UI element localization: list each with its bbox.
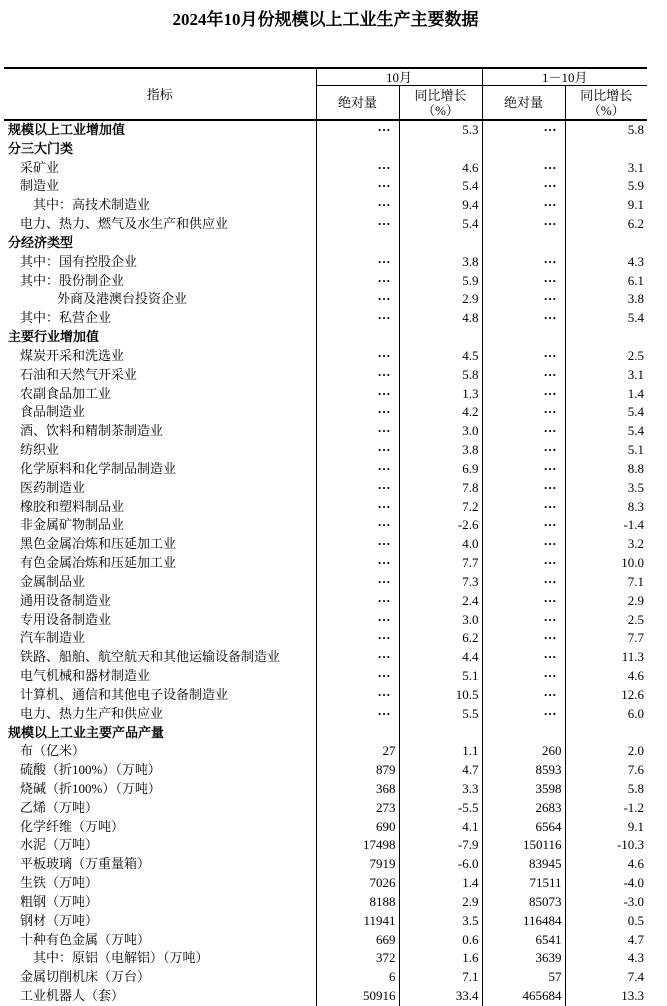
row-label: 钢材（万吨） (20, 912, 99, 928)
cum-yoy-value: -10.3 (565, 836, 647, 855)
oct-yoy-value: 4.0 (399, 535, 482, 554)
table-row (4, 874, 647, 893)
row-label: 计算机、通信和其他电子设备制造业 (20, 686, 229, 702)
cum-yoy-value (565, 328, 647, 347)
table-row (4, 611, 647, 630)
cum-yoy-value: 0.5 (565, 912, 647, 931)
oct-yoy-value: 5.8 (399, 366, 482, 385)
cum-yoy-value: 4.3 (565, 253, 647, 272)
row-label: 其中：原铝（电解铝）（万吨） (33, 950, 209, 966)
table-body (4, 120, 647, 1006)
indicator-col-header: 指标 (4, 68, 316, 120)
oct-yoy-value: -5.5 (399, 799, 482, 818)
industrial-data-table (4, 67, 647, 1006)
cum-absolute-header: 绝对量 (482, 86, 565, 121)
cum-absolute-value: 3598 (482, 780, 565, 799)
cum-yoy-value: 5.8 (565, 120, 647, 140)
cum-absolute-value: ··· (482, 611, 565, 630)
row-label: 其中：私营企业 (20, 310, 112, 326)
cum-yoy-value: 5.4 (565, 422, 647, 441)
oct-yoy-value: 4.4 (399, 648, 482, 667)
row-label: 生铁（万吨） (20, 875, 99, 891)
cum-absolute-value: ··· (482, 159, 565, 178)
table-row (4, 799, 647, 818)
oct-absolute-value: 7919 (316, 855, 399, 874)
oct-yoy-value: 10.5 (399, 686, 482, 705)
cum-absolute-value: ··· (482, 366, 565, 385)
table-row (4, 818, 647, 837)
cum-absolute-value: 260 (482, 742, 565, 761)
table-row (4, 215, 647, 234)
cum-yoy-value: 6.2 (565, 215, 647, 234)
oct-absolute-header: 绝对量 (316, 86, 399, 121)
oct-absolute-value: ··· (316, 686, 399, 705)
row-label: 分经济类型 (8, 234, 74, 250)
row-label: 粗钢（万吨） (20, 893, 99, 909)
table-row (4, 667, 647, 686)
oct-absolute-value: 27 (316, 742, 399, 761)
cum-yoy-value: 5.8 (565, 780, 647, 799)
cum-absolute-value: ··· (482, 516, 565, 535)
row-label: 金属切削机床（万台） (20, 969, 151, 985)
row-label: 电力、热力生产和供应业 (20, 705, 164, 721)
oct-yoy-value: 4.7 (399, 761, 482, 780)
cum-yoy-value: 4.3 (565, 949, 647, 968)
row-label: 食品制造业 (20, 404, 86, 420)
oct-yoy-value: 1.4 (399, 874, 482, 893)
oct-absolute-value: 11941 (316, 912, 399, 931)
cum-absolute-value (482, 328, 565, 347)
cum-absolute-value: ··· (482, 629, 565, 648)
row-label: 其中：股份制企业 (20, 272, 125, 288)
cum-yoy-header-line1: 同比增长 (580, 87, 633, 103)
row-label: 十种有色金属（万吨） (20, 931, 151, 947)
oct-absolute-value: ··· (316, 573, 399, 592)
oct-yoy-value: 33.4 (399, 987, 482, 1006)
oct-yoy-value: 1.3 (399, 385, 482, 404)
table-row (4, 253, 647, 272)
oct-absolute-value: ··· (316, 592, 399, 611)
cum-absolute-value: ··· (482, 592, 565, 611)
oct-yoy-value: 7.1 (399, 968, 482, 987)
oct-absolute-value: ··· (316, 516, 399, 535)
oct-absolute-value: ··· (316, 215, 399, 234)
row-label: 分三大门类 (8, 140, 74, 156)
table-row (4, 385, 647, 404)
cum-absolute-value: 6541 (482, 931, 565, 950)
row-label: 平板玻璃（万重量箱） (20, 856, 151, 872)
oct-yoy-value: 4.8 (399, 309, 482, 328)
october-group-header: 10月 (316, 68, 482, 86)
oct-absolute-value: ··· (316, 177, 399, 196)
cum-yoy-value: 5.9 (565, 177, 647, 196)
row-label: 工业机器人（套） (20, 988, 125, 1004)
cum-absolute-value: 2683 (482, 799, 565, 818)
cum-yoy-value: 2.0 (565, 742, 647, 761)
page-title: 2024年10月份规模以上工业生产主要数据 (172, 10, 479, 29)
table-row (4, 177, 647, 196)
cum-yoy-value: 3.1 (565, 366, 647, 385)
oct-absolute-value: ··· (316, 705, 399, 724)
cum-yoy-value (565, 724, 647, 743)
table-row (4, 460, 647, 479)
header-group-row (4, 68, 647, 86)
cum-yoy-value: 7.1 (565, 573, 647, 592)
oct-absolute-value: 8188 (316, 893, 399, 912)
table-row (4, 949, 647, 968)
table-row (4, 328, 647, 347)
cum-yoy-value: 3.8 (565, 290, 647, 309)
oct-yoy-value: 3.8 (399, 253, 482, 272)
oct-yoy-value: 5.4 (399, 177, 482, 196)
oct-yoy-value: 4.2 (399, 403, 482, 422)
oct-yoy-value: 4.6 (399, 159, 482, 178)
table-row (4, 931, 647, 950)
oct-absolute-value (316, 234, 399, 253)
cum-yoy-header-line2: （%） (587, 102, 625, 118)
cum-absolute-value: 465684 (482, 987, 565, 1006)
cum-yoy-value: 6.0 (565, 705, 647, 724)
oct-yoy-value: 2.9 (399, 893, 482, 912)
row-label: 水泥（万吨） (20, 837, 99, 853)
oct-yoy-value: 5.5 (399, 705, 482, 724)
table-row (4, 987, 647, 1006)
table-row (4, 140, 647, 159)
jan-oct-group-header: 1－10月 (482, 68, 647, 86)
oct-yoy-value: 0.6 (399, 931, 482, 950)
cum-absolute-value: ··· (482, 253, 565, 272)
oct-yoy-value (399, 724, 482, 743)
row-label: 煤炭开采和洗选业 (20, 347, 125, 363)
oct-absolute-value: ··· (316, 403, 399, 422)
oct-absolute-value: 273 (316, 799, 399, 818)
oct-absolute-value: ··· (316, 366, 399, 385)
cum-absolute-value: 150116 (482, 836, 565, 855)
oct-absolute-value: ··· (316, 253, 399, 272)
row-label: 乙烯（万吨） (20, 799, 99, 815)
cum-absolute-value: ··· (482, 686, 565, 705)
cum-absolute-value: ··· (482, 705, 565, 724)
cum-absolute-value: ··· (482, 535, 565, 554)
cum-absolute-value: ··· (482, 177, 565, 196)
table-row (4, 366, 647, 385)
row-label: 制造业 (20, 178, 60, 194)
oct-absolute-value (316, 328, 399, 347)
oct-yoy-value: 7.7 (399, 554, 482, 573)
cum-yoy-value: 8.8 (565, 460, 647, 479)
table-row (4, 441, 647, 460)
oct-absolute-value: 17498 (316, 836, 399, 855)
oct-absolute-value: ··· (316, 611, 399, 630)
cum-absolute-value: ··· (482, 290, 565, 309)
oct-absolute-value: ··· (316, 120, 399, 140)
cum-absolute-value (482, 724, 565, 743)
cum-absolute-value: ··· (482, 573, 565, 592)
cum-yoy-value: 9.1 (565, 818, 647, 837)
cum-absolute-value: ··· (482, 120, 565, 140)
oct-absolute-value: 879 (316, 761, 399, 780)
cum-yoy-value: 13.3 (565, 987, 647, 1006)
table-row (4, 629, 647, 648)
table-row (4, 836, 647, 855)
cum-yoy-value: 5.4 (565, 403, 647, 422)
table-row (4, 290, 647, 309)
oct-absolute-value: ··· (316, 347, 399, 366)
oct-absolute-value: 6 (316, 968, 399, 987)
cum-yoy-value: 12.6 (565, 686, 647, 705)
oct-absolute-value: 372 (316, 949, 399, 968)
row-label: 电力、热力、燃气及水生产和供应业 (20, 216, 229, 232)
cum-yoy-value: 7.6 (565, 761, 647, 780)
cum-absolute-value: ··· (482, 460, 565, 479)
table-row (4, 535, 647, 554)
row-label: 专用设备制造业 (20, 611, 112, 627)
oct-yoy-value: 7.8 (399, 479, 482, 498)
oct-yoy-value: 7.3 (399, 573, 482, 592)
table-header (4, 68, 647, 120)
oct-yoy-value (399, 234, 482, 253)
cum-absolute-value: ··· (482, 667, 565, 686)
row-label: 石油和天然气开采业 (20, 366, 138, 382)
cum-absolute-value: 8593 (482, 761, 565, 780)
table-row (4, 780, 647, 799)
cum-yoy-value: 9.1 (565, 196, 647, 215)
oct-yoy-value: 9.4 (399, 196, 482, 215)
oct-absolute-value: ··· (316, 498, 399, 517)
table-row (4, 309, 647, 328)
row-label: 农副食品加工业 (20, 385, 112, 401)
cum-yoy-value: 5.4 (565, 309, 647, 328)
oct-yoy-header-line2: （%） (422, 102, 459, 118)
cum-absolute-value (482, 234, 565, 253)
row-label: 有色金属冶炼和压延加工业 (20, 555, 177, 571)
oct-absolute-value: ··· (316, 385, 399, 404)
table-row (4, 705, 647, 724)
row-label: 金属制品业 (20, 573, 86, 589)
oct-absolute-value: ··· (316, 159, 399, 178)
oct-yoy-header (399, 86, 482, 121)
table-row (4, 234, 647, 253)
oct-yoy-value: 6.2 (399, 629, 482, 648)
oct-absolute-value: ··· (316, 667, 399, 686)
row-label: 黑色金属冶炼和压延加工业 (20, 536, 177, 552)
cum-absolute-value: ··· (482, 441, 565, 460)
cum-yoy-value: 7.7 (565, 629, 647, 648)
table-row (4, 855, 647, 874)
oct-yoy-value: -6.0 (399, 855, 482, 874)
oct-yoy-value: 7.2 (399, 498, 482, 517)
cum-yoy-value: 3.5 (565, 479, 647, 498)
oct-yoy-value: 2.9 (399, 290, 482, 309)
cum-absolute-value: ··· (482, 215, 565, 234)
oct-absolute-value: ··· (316, 422, 399, 441)
oct-absolute-value: 7026 (316, 874, 399, 893)
oct-absolute-value: 669 (316, 931, 399, 950)
cum-yoy-value: 2.5 (565, 347, 647, 366)
row-label: 汽车制造业 (20, 630, 86, 646)
oct-yoy-value: 5.4 (399, 215, 482, 234)
oct-yoy-value: 4.1 (399, 818, 482, 837)
row-label: 外商及港澳台投资企业 (57, 291, 188, 307)
table-row (4, 968, 647, 987)
oct-yoy-value: 1.1 (399, 742, 482, 761)
table-row (4, 592, 647, 611)
table-row (4, 893, 647, 912)
cum-yoy-value: 10.0 (565, 554, 647, 573)
cum-absolute-value: ··· (482, 196, 565, 215)
table-row (4, 120, 647, 140)
row-label: 医药制造业 (20, 479, 86, 495)
cum-absolute-value: ··· (482, 422, 565, 441)
oct-yoy-value: 3.0 (399, 422, 482, 441)
cum-absolute-value: 6564 (482, 818, 565, 837)
row-label: 布（亿米） (20, 743, 86, 759)
oct-yoy-value: -7.9 (399, 836, 482, 855)
cum-yoy-value: -1.4 (565, 516, 647, 535)
cum-absolute-value: ··· (482, 385, 565, 404)
oct-absolute-value (316, 724, 399, 743)
oct-absolute-value: ··· (316, 479, 399, 498)
row-label: 规模以上工业主要产品产量 (8, 724, 165, 740)
row-label: 纺织业 (20, 442, 60, 458)
cum-absolute-value: 3639 (482, 949, 565, 968)
oct-absolute-value: ··· (316, 441, 399, 460)
table-row (4, 554, 647, 573)
oct-yoy-value: 6.9 (399, 460, 482, 479)
row-label: 主要行业增加值 (8, 329, 100, 345)
row-label: 化学纤维（万吨） (20, 818, 125, 834)
cum-yoy-value: 3.1 (565, 159, 647, 178)
cum-absolute-value: 85073 (482, 893, 565, 912)
table-row (4, 422, 647, 441)
oct-absolute-value: ··· (316, 535, 399, 554)
cum-yoy-header (565, 86, 647, 121)
oct-absolute-value: 368 (316, 780, 399, 799)
cum-yoy-value: 1.4 (565, 385, 647, 404)
cum-absolute-value: 57 (482, 968, 565, 987)
oct-absolute-value: ··· (316, 648, 399, 667)
cum-yoy-value: 4.6 (565, 855, 647, 874)
row-label: 化学原料和化学制品制造业 (20, 460, 177, 476)
cum-yoy-value: 7.4 (565, 968, 647, 987)
cum-absolute-value: 116484 (482, 912, 565, 931)
oct-yoy-value: 4.5 (399, 347, 482, 366)
cum-yoy-value: 4.6 (565, 667, 647, 686)
oct-yoy-value: 3.8 (399, 441, 482, 460)
table-row (4, 479, 647, 498)
oct-absolute-value: ··· (316, 554, 399, 573)
oct-yoy-value (399, 328, 482, 347)
cum-yoy-value (565, 234, 647, 253)
oct-absolute-value: 50916 (316, 987, 399, 1006)
cum-absolute-value (482, 140, 565, 159)
cum-absolute-value: ··· (482, 498, 565, 517)
row-label: 规模以上工业增加值 (8, 122, 126, 137)
table-row (4, 912, 647, 931)
oct-yoy-header-line1: 同比增长 (414, 87, 467, 103)
oct-yoy-value: 3.5 (399, 912, 482, 931)
cum-absolute-value: ··· (482, 309, 565, 328)
cum-yoy-value: 2.9 (565, 592, 647, 611)
oct-yoy-value: -2.6 (399, 516, 482, 535)
cum-yoy-value: -1.2 (565, 799, 647, 818)
row-label: 其中：高技术制造业 (33, 197, 151, 213)
oct-yoy-value: 3.0 (399, 611, 482, 630)
cum-absolute-value: ··· (482, 554, 565, 573)
table-row (4, 724, 647, 743)
oct-absolute-value: ··· (316, 309, 399, 328)
table-row (4, 648, 647, 667)
oct-yoy-value: 5.3 (399, 120, 482, 140)
oct-yoy-value: 3.3 (399, 780, 482, 799)
oct-absolute-value (316, 140, 399, 159)
cum-absolute-value: ··· (482, 272, 565, 291)
oct-yoy-value: 1.6 (399, 949, 482, 968)
row-label: 烧碱（折100%）（万吨） (20, 780, 161, 796)
oct-yoy-value: 5.1 (399, 667, 482, 686)
row-label: 硫酸（折100%）（万吨） (20, 762, 161, 778)
row-label: 采矿业 (20, 159, 60, 175)
cum-yoy-value: 4.7 (565, 931, 647, 950)
table-row (4, 573, 647, 592)
oct-absolute-value: ··· (316, 290, 399, 309)
table-row (4, 761, 647, 780)
cum-yoy-value (565, 140, 647, 159)
row-label: 其中：国有控股企业 (20, 253, 138, 269)
oct-absolute-value: ··· (316, 460, 399, 479)
table-row (4, 347, 647, 366)
cum-yoy-value: 3.2 (565, 535, 647, 554)
row-label: 铁路、船舶、航空航天和其他运输设备制造业 (20, 649, 281, 665)
cum-yoy-value: -3.0 (565, 893, 647, 912)
cum-yoy-value: 11.3 (565, 648, 647, 667)
row-label: 通用设备制造业 (20, 592, 112, 608)
cum-yoy-value: 6.1 (565, 272, 647, 291)
oct-yoy-value: 2.4 (399, 592, 482, 611)
row-label: 非金属矿物制品业 (20, 517, 125, 533)
table-row (4, 196, 647, 215)
row-label: 橡胶和塑料制品业 (20, 498, 125, 514)
oct-yoy-value: 5.9 (399, 272, 482, 291)
oct-absolute-value: 690 (316, 818, 399, 837)
cum-absolute-value: 83945 (482, 855, 565, 874)
cum-yoy-value: -4.0 (565, 874, 647, 893)
oct-absolute-value: ··· (316, 196, 399, 215)
oct-absolute-value: ··· (316, 272, 399, 291)
cum-yoy-value: 5.1 (565, 441, 647, 460)
table-row (4, 159, 647, 178)
cum-yoy-value: 2.5 (565, 611, 647, 630)
oct-absolute-value: ··· (316, 629, 399, 648)
table-row (4, 516, 647, 535)
cum-absolute-value: ··· (482, 648, 565, 667)
table-row (4, 272, 647, 291)
oct-yoy-value (399, 140, 482, 159)
cum-absolute-value: ··· (482, 403, 565, 422)
table-row (4, 686, 647, 705)
row-label: 酒、饮料和精制茶制造业 (20, 423, 164, 439)
cum-absolute-value: 71511 (482, 874, 565, 893)
table-row (4, 498, 647, 517)
table-row (4, 742, 647, 761)
cum-absolute-value: ··· (482, 479, 565, 498)
row-label: 电气机械和器材制造业 (20, 668, 151, 684)
cum-absolute-value: ··· (482, 347, 565, 366)
cum-yoy-value: 8.3 (565, 498, 647, 517)
table-row (4, 403, 647, 422)
